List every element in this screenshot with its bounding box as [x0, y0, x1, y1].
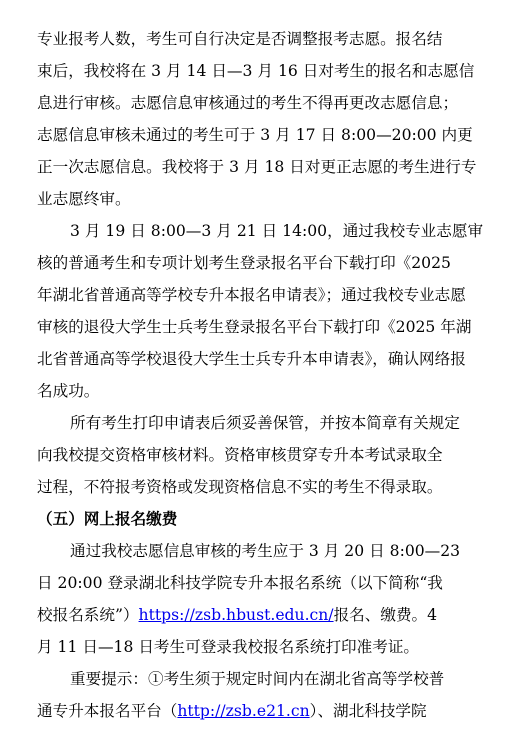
text-line-19-suffix: 报名、缴费。 [333, 606, 428, 624]
text-line-2: 束后，我校将在 3 月 14 日—3 月 16 日对考生的报名和志愿信 [37, 62, 475, 80]
text-line-7: 3 月 19 日 8:00—3 月 21 日 14:00，通过我校专业志愿审 [70, 222, 484, 240]
text-line-4: 志愿信息审核未通过的考生可于 3 月 17 日 8:00—20:00 内更 [37, 126, 473, 144]
text-line-22-end: 、湖北科技学院 [317, 702, 427, 720]
text-line-9: 年湖北省普通高等学校专升本报名申请表》；通过我校专业志愿 [37, 286, 466, 304]
text-line-20: 月 11 日—18 日考生可登录我校报名系统打印准考证。 [37, 638, 420, 656]
registration-system-link[interactable]: https://zsb.hbust.edu.cn/ [138, 606, 334, 624]
text-line-3: 息进行审核。志愿信息审核通过的考生不得再更改志愿信息； [37, 94, 459, 112]
text-line-21: 重要提示：①考生须于规定时间内在湖北省高等学校普 [70, 670, 445, 688]
text-line-18: 日 20:00 登录湖北科技学院专升本报名系统（以下简称“我 [37, 574, 443, 592]
provincial-platform-link[interactable]: http://zsb.e21.cn [177, 702, 310, 720]
section-heading: （五）网上报名缴费 [37, 509, 178, 528]
text-line-19-end: 4 [427, 606, 438, 624]
text-line-19-prefix: 校报名系统”） [37, 606, 139, 624]
text-line-19 [0, 598, 510, 632]
text-line-22-prefix: 通专升本报名平台（ [37, 702, 178, 720]
text-line-1: 专业报考人数，考生可自行决定是否调整报考志愿。报名结 [37, 30, 443, 48]
text-line-14: 向我校提交资格审核材料。资格审核贯穿专升本考试录取全 [37, 446, 443, 464]
text-line-10: 审核的退役大学生士兵考生登录报名平台下载打印《2025 年湖 [37, 318, 472, 336]
text-line-22 [0, 694, 510, 728]
text-line-22-suffix: ） [309, 702, 318, 720]
text-line-5: 正一次志愿信息。我校将于 3 月 18 日对更正志愿的考生进行专 [37, 158, 477, 176]
text-line-13: 所有考生打印申请表后须妥善保管，并按本简章有关规定 [70, 414, 460, 432]
text-line-11: 北省普通高等学校退役大学生士兵专升本申请表》，确认网络报 [37, 350, 466, 368]
text-line-8: 核的普通考生和专项计划考生登录报名平台下载打印《2025 [37, 254, 451, 272]
text-line-12: 名成功。 [37, 382, 100, 400]
text-line-17: 通过我校志愿信息审核的考生应于 3 月 20 日 8:00—23 [70, 542, 461, 560]
text-line-6: 业志愿终审。 [37, 190, 131, 208]
text-line-15: 过程，不符报考资格或发现资格信息不实的考生不得录取。 [37, 478, 443, 496]
